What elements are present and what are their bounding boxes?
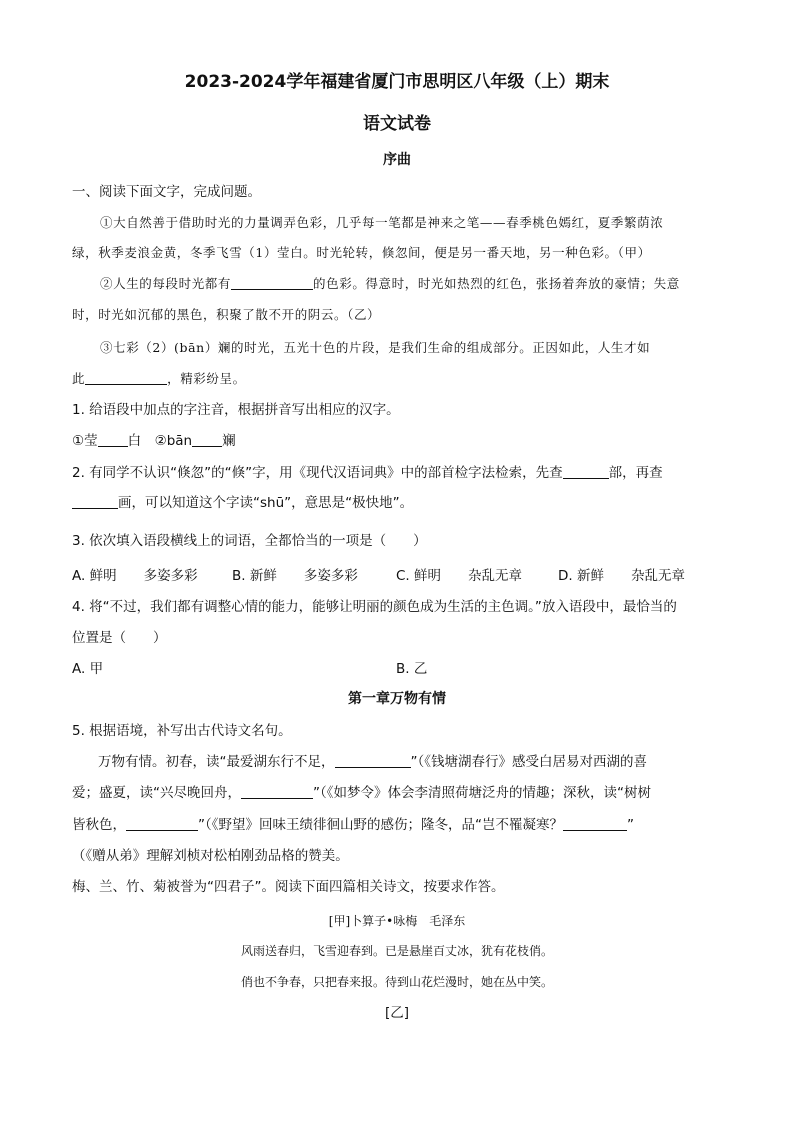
answer-blank[interactable] xyxy=(192,432,222,447)
poem-line-1: 风雨送春归，飞雪迎春到。已是悬崖百丈冰，犹有花枝俏。 xyxy=(240,944,553,958)
passage-paragraph-2-line-1: ②人生的每段时光都有 的色彩。得意时，时光如热烈的红色，张扬着奔放的豪情；失意 xyxy=(100,276,680,291)
passage-paragraph-3-line-1: ③七彩（2）(bān）斓的时光，五光十色的片段，是我们生命的组成部分。正因如此，人生才如 xyxy=(100,340,651,355)
question-1-answers: ①莹 白 ②bān 斓 xyxy=(72,433,236,449)
question-5-line-1: 万物有情。初春，读“最爱湖东行不足， ”（《钱塘湖春行》感受白居易对西湖的喜 xyxy=(98,754,647,770)
question-6-intro: 梅、兰、竹、菊被誉为“四君子”。阅读下面四篇相关诗文，按要求作答。 xyxy=(72,879,505,895)
answer-blank[interactable] xyxy=(231,275,313,290)
question-4-option-a[interactable]: A. 甲 xyxy=(72,661,104,677)
answer-blank[interactable] xyxy=(563,464,609,479)
question-2-line-2: 画，可以知道这个字读“shū”，意思是“极快地”。 xyxy=(72,493,413,513)
passage-paragraph-1-line-2: 绿，秋季麦浪金黄，冬季飞雪（1）莹白。时光轮转，倏忽间，便是另一番天地，另一种色彩。（甲） xyxy=(72,245,651,260)
exam-subtitle: 语文试卷 xyxy=(363,114,431,134)
passage-paragraph-2-line-2: 时，时光如沉郁的黑色，积聚了散不开的阴云。（乙） xyxy=(72,307,381,322)
next-poem-label: [乙] xyxy=(384,1005,410,1021)
passage-paragraph-1-line-1: ①大自然善于借助时光的力量调弄色彩，几乎每一笔都是神来之笔——春季桃色嫣红，夏季繁荫浓 xyxy=(100,215,664,230)
answer-blank[interactable] xyxy=(241,784,313,799)
question-3-option-d[interactable]: D. 新鲜 杂乱无章 xyxy=(558,568,685,584)
question-3-option-a[interactable]: A. 鲜明 多姿多彩 xyxy=(72,568,198,584)
question-5: 5. 根据语境，补写出古代诗文名句。 xyxy=(72,723,292,739)
answer-blank[interactable] xyxy=(98,432,128,447)
question-5-line-3: 皆秋色， ”（《野望》回味王绩徘徊山野的感伤；隆冬，品“岂不罹凝寒？ ” xyxy=(72,817,634,833)
answer-blank[interactable] xyxy=(563,816,627,831)
exam-title: 2023-2024学年福建省厦门市思明区八年级（上）期末 xyxy=(184,72,610,92)
section-heading-overture: 序曲 xyxy=(383,152,411,168)
question-4-line-2: 位置是（ ） xyxy=(72,630,167,646)
passage-paragraph-3-line-2: 此 ，精彩纷呈。 xyxy=(72,371,246,386)
question-4-option-b[interactable]: B. 乙 xyxy=(396,661,428,677)
question-1: 1. 给语段中加点的字注音，根据拼音写出相应的汉字。 xyxy=(72,402,400,418)
question-4-line-1: 4. 将“不过，我们都有调整心情的能力，能够让明丽的颜色成为生活的主色调。”放入语段中，最恰当的 xyxy=(72,599,677,615)
answer-blank[interactable] xyxy=(335,753,411,768)
question-5-line-4: （《赠从弟》理解刘桢对松柏刚劲品格的赞美。 xyxy=(72,848,349,864)
section-heading-chapter-1: 第一章万物有情 xyxy=(348,691,446,707)
question-3: 3. 依次填入语段横线上的词语，全都恰当的一项是（ ） xyxy=(72,533,427,549)
question-3-option-b[interactable]: B. 新鲜 多姿多彩 xyxy=(232,568,358,584)
answer-blank[interactable] xyxy=(85,370,167,385)
question-5-line-2: 爱；盛夏，读“兴尽晚回舟， ”（《如梦令》体会李清照荷塘泛舟的情趣；深秋，读“树树 xyxy=(72,785,651,801)
question-intro: 一、阅读下面文字，完成问题。 xyxy=(72,184,261,200)
answer-blank[interactable] xyxy=(126,816,198,831)
poem-line-2: 俏也不争春，只把春来报。待到山花烂漫时，她在丛中笑。 xyxy=(240,975,553,989)
question-3-option-c[interactable]: C. 鲜明 杂乱无章 xyxy=(396,568,523,584)
question-2-line-1: 2. 有同学不认识“倏忽”的“倏”字，用《现代汉语词典》中的部首检字法检索，先查 部，再查 xyxy=(72,465,663,481)
answer-blank[interactable] xyxy=(72,494,118,509)
poem-title: [甲]卜算子•咏梅 毛泽东 xyxy=(328,914,466,928)
